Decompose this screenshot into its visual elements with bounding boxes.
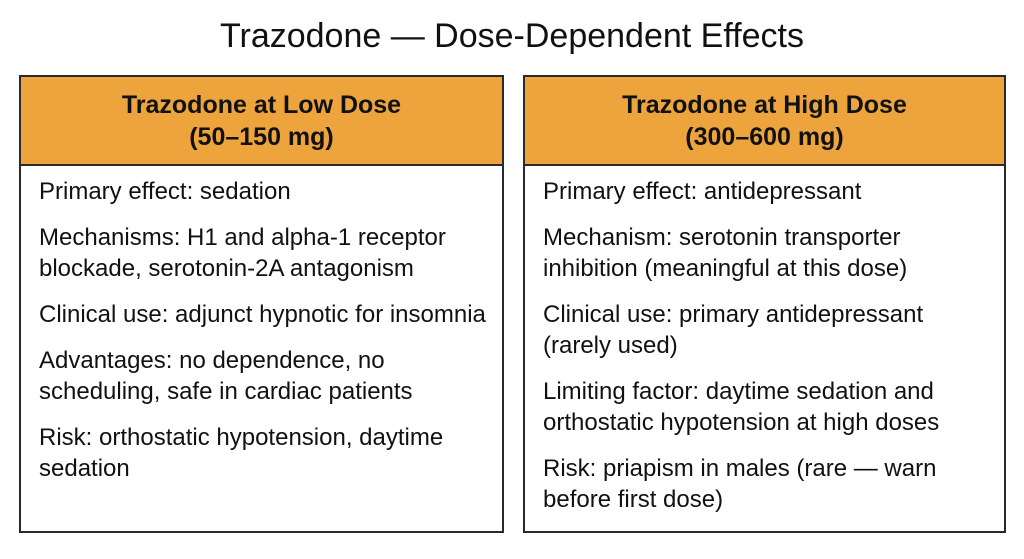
high-dose-range: (300–600 mg) [685,122,844,151]
low-dose-item-clinical-use: Clinical use: adjunct hypnotic for insomnia [39,301,486,328]
high-dose-item-mechanism: Mechanism: serotonin transporter inhibition (meaningful at this dose) [543,224,908,282]
high-dose-item-risk: Risk: priapism in males (rare — warn before first dose) [543,455,937,513]
low-dose-body [21,166,502,484]
low-dose-item-primary-effect: Primary effect: sedation [39,178,291,205]
low-dose-header [21,77,502,166]
page-title: Trazodone — Dose-Dependent Effects [220,17,804,55]
low-dose-range: (50–150 mg) [189,122,334,151]
low-dose-item-risk: Risk: orthostatic hypotension, daytime sedation [39,424,444,482]
low-dose-panel [19,75,504,533]
high-dose-item-primary-effect: Primary effect: antidepressant [543,178,862,205]
high-dose-heading: Trazodone at High Dose [622,90,907,119]
high-dose-item-limiting-factor: Limiting factor: daytime sedation and orthostatic hypotension at high doses [543,378,940,436]
high-dose-item-clinical-use: Clinical use: primary antidepressant (rarely used) [543,301,924,359]
low-dose-heading: Trazodone at Low Dose [121,90,402,119]
low-dose-item-advantages: Advantages: no dependence, no scheduling, safe in cardiac patients [39,347,413,405]
high-dose-header [525,77,1004,166]
low-dose-item-mechanisms: Mechanisms: H1 and alpha-1 receptor blockade, serotonin-2A antagonism [39,224,446,282]
high-dose-body [525,166,1004,515]
high-dose-panel [523,75,1006,533]
